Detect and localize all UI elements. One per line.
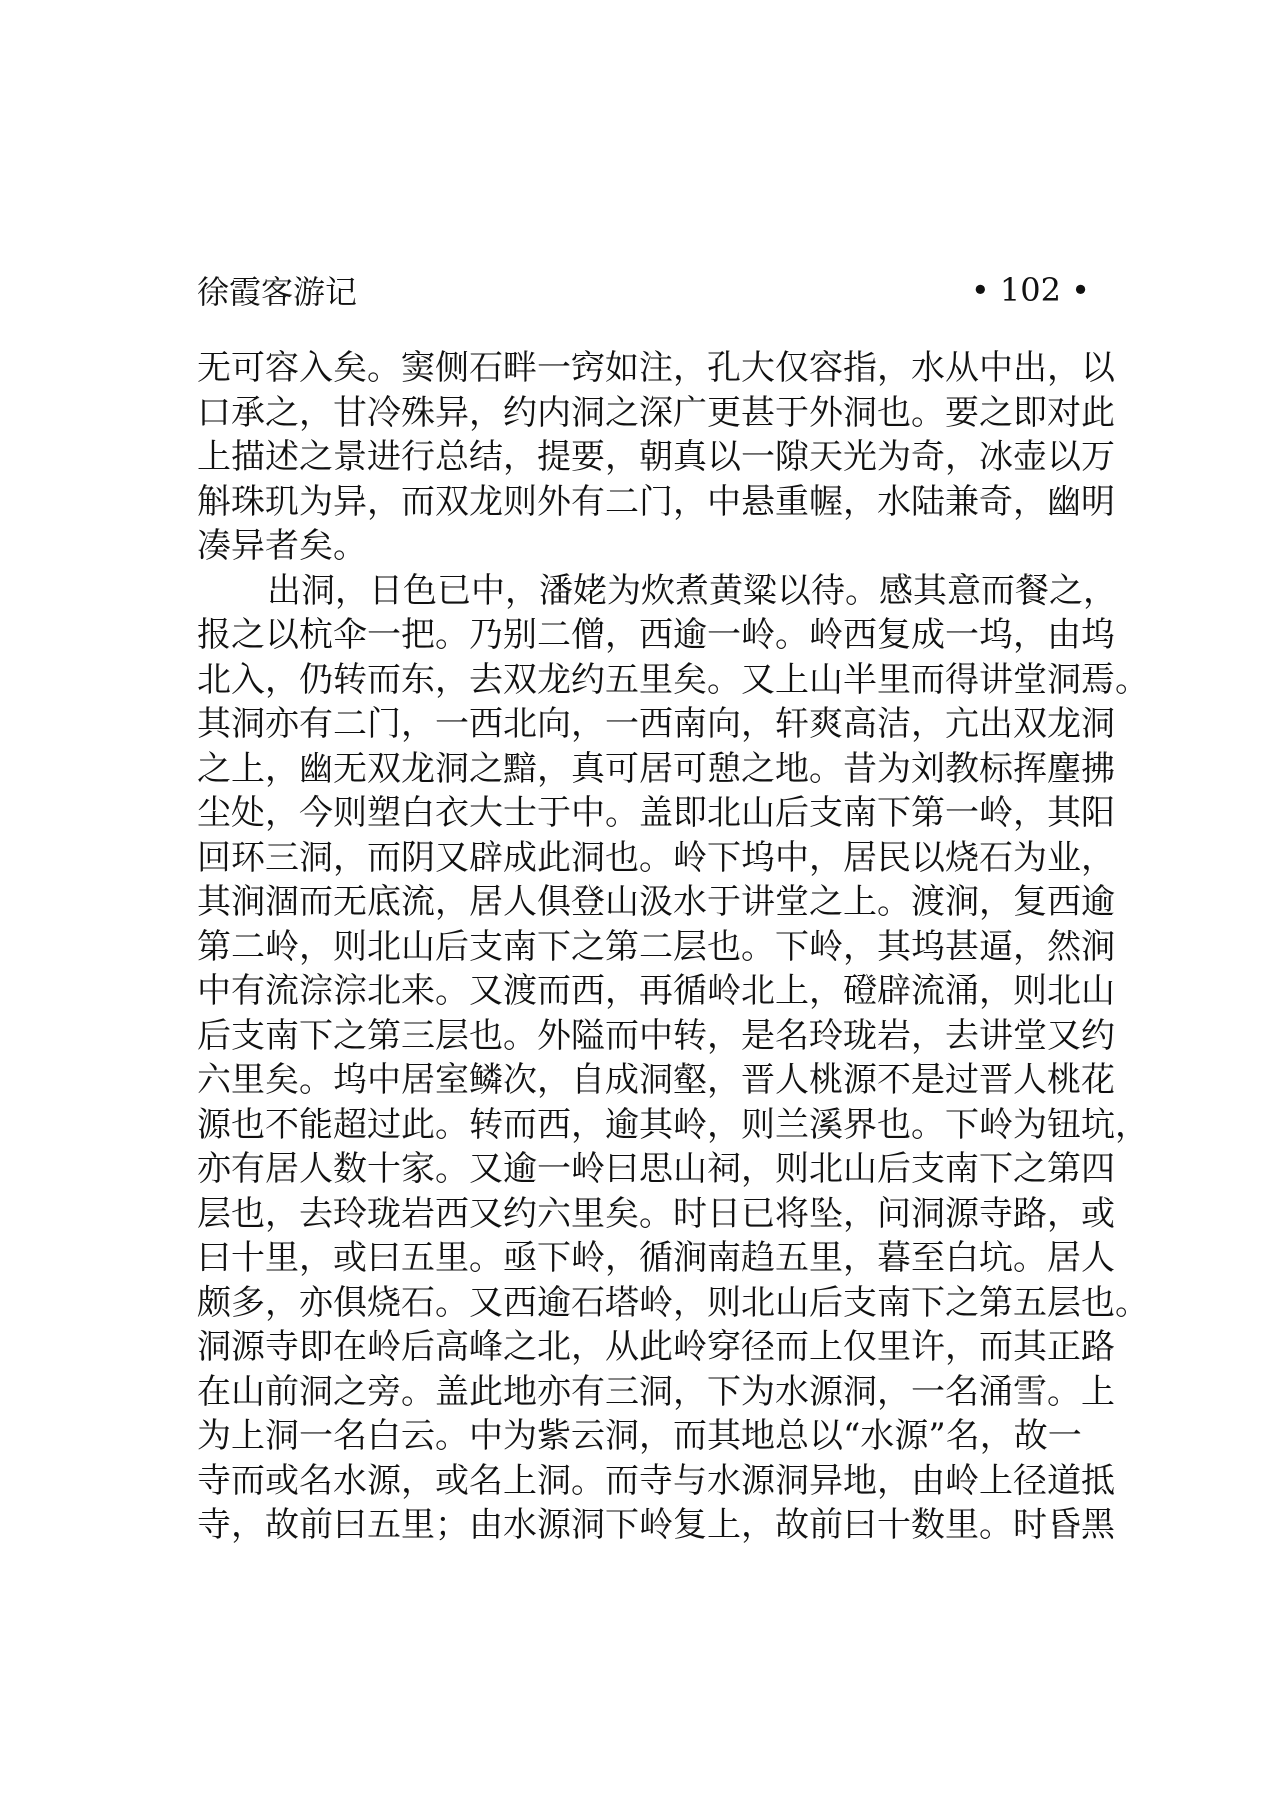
page-header: [197, 266, 1090, 314]
text-line: 口承之，甘冷殊异，约内洞之深广更甚于外洞也。要之即对此: [197, 392, 1115, 433]
text-line: 其洞亦有二门，一西北向，一西南向，轩爽高洁，亢出双龙洞: [197, 704, 1115, 744]
text-line: 凑异者矣。: [197, 526, 367, 566]
text-line: 为上洞一名白云。中为紫云洞，而其地总以“水源”名，故一: [197, 1416, 1082, 1456]
text-line: 第二岭，则北山后支南下之第二层也。下岭，其坞甚逼，然涧: [197, 926, 1115, 967]
text-line: 斛珠玑为异，而双龙则外有二门，中悬重幄，水陆兼奇，幽明: [197, 481, 1115, 522]
text-line: 曰十里，或曰五里。亟下岭，循涧南趋五里，暮至白坑。居人: [197, 1238, 1115, 1278]
text-line: 报之以杭伞一把。乃别二僧，西逾一岭。岭西复成一坞，由坞: [197, 615, 1115, 655]
text-line: 中有流淙淙北来。又渡而西，再循岭北上，磴辟流涌，则北山: [197, 971, 1115, 1011]
body-text: [197, 346, 1149, 1548]
text-line: 无可容入矣。窦侧石畔一窍如注，孔大仅容指，水从中出，以: [197, 348, 1115, 388]
text-line: 层也，去玲珑岩西又约六里矣。时日已将坠，问洞源寺路，或: [197, 1193, 1115, 1234]
text-line: 六里矣。坞中居室鳞次，自成洞壑，晋人桃源不是过晋人桃花: [197, 1060, 1115, 1100]
text-line: 北入，仍转而东，去双龙约五里矣。又上山半里而得讲堂洞焉。: [197, 659, 1149, 700]
text-line: 颇多，亦俱烧石。又西逾石塔岭，则北山后支南下之第五层也。: [197, 1282, 1149, 1323]
text-line: 后支南下之第三层也。外隘而中转，是名玲珑岩，去讲堂又约: [197, 1015, 1115, 1056]
book-title: 徐霞客游记: [197, 273, 358, 311]
text-line: 源也不能超过此。转而西，逾其岭，则兰溪界也。下岭为钮坑，: [197, 1104, 1149, 1145]
text-line: 其涧涸而无底流，居人俱登山汲水于讲堂之上。渡涧，复西逾: [197, 882, 1115, 922]
text-line: 亦有居人数十家。又逾一岭曰思山祠，则北山后支南下之第四: [197, 1149, 1115, 1189]
text-line: 尘处，今则塑白衣大士于中。盖即北山后支南下第一岭，其阳: [197, 793, 1115, 833]
text-line: 在山前洞之旁。盖此地亦有三洞，下为水源洞，一名涌雪。上: [197, 1371, 1115, 1412]
paragraph-start-line: 出洞，日色已中，潘姥为炊煮黄粱以待。感其意而餐之，: [267, 570, 1117, 611]
page-number: • 102 •: [970, 271, 1090, 309]
text-line: 上描述之景进行总结，提要，朝真以一隙天光为奇，冰壶以万: [197, 437, 1115, 477]
text-line: 之上，幽无双龙洞之黯，真可居可憩之地。昔为刘教标挥麈拂: [197, 748, 1115, 789]
text-line: 洞源寺即在岭后高峰之北，从此岭穿径而上仅里许，而其正路: [197, 1327, 1115, 1367]
text-line: 寺，故前曰五里；由水源洞下岭复上，故前曰十数里。时昏黑: [197, 1505, 1115, 1545]
text-line: 回环三洞，而阴又辟成此洞也。岭下坞中，居民以烧石为业，: [197, 837, 1115, 878]
text-line: 寺而或名水源，或名上洞。而寺与水源洞异地，由岭上径道抵: [197, 1460, 1115, 1501]
